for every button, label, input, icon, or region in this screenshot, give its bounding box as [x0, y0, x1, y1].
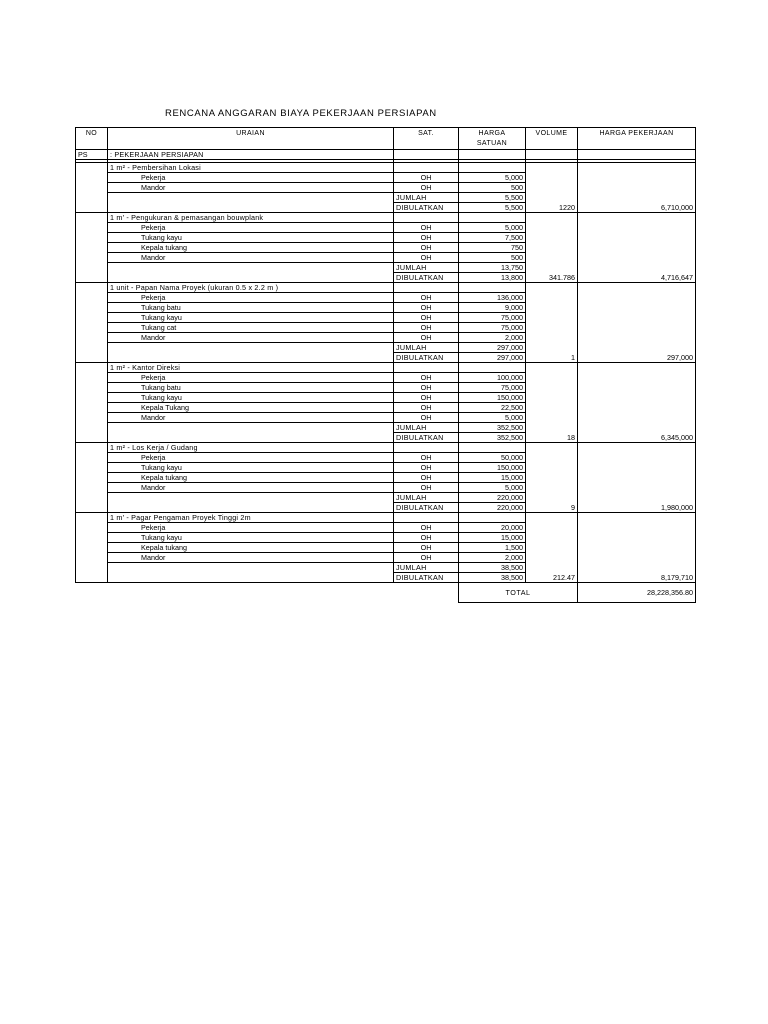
dibulatkan-label: DIBULATKAN: [394, 273, 459, 283]
section-total: 6,345,000: [578, 363, 696, 443]
no-cell: [76, 513, 108, 583]
item-name: Mandor: [108, 483, 394, 493]
dibulatkan-value: 352,500: [459, 433, 526, 443]
budget-table: [75, 127, 696, 603]
section-title-row: [76, 363, 696, 373]
uraian-empty-cell: [108, 193, 394, 213]
header-uraian: URAIAN: [108, 128, 394, 150]
header-harga-line1: HARGA: [459, 128, 526, 140]
jumlah-value: 297,000: [459, 343, 526, 353]
item-name: Kepala tukang: [108, 243, 394, 253]
jumlah-value: 13,750: [459, 263, 526, 273]
blank-cell: [108, 583, 394, 603]
item-name: Tukang cat: [108, 323, 394, 333]
item-sat: OH: [394, 173, 459, 183]
no-cell: [76, 443, 108, 513]
sat-cell: [394, 513, 459, 523]
item-harga: 500: [459, 253, 526, 263]
section-title: 1 m' - Pagar Pengaman Proyek Tinggi 2m: [108, 513, 394, 523]
item-name: Tukang kayu: [108, 233, 394, 243]
item-sat: OH: [394, 533, 459, 543]
jumlah-value: 38,500: [459, 563, 526, 573]
item-harga: 136,000: [459, 293, 526, 303]
item-sat: OH: [394, 553, 459, 563]
category-label: : PEKERJAAN PERSIAPAN: [108, 150, 394, 160]
total-row: [76, 583, 696, 603]
item-harga: 20,000: [459, 523, 526, 533]
section-total: 4,716,647: [578, 213, 696, 283]
section-volume: 9: [526, 443, 578, 513]
item-name: Tukang batu: [108, 383, 394, 393]
section-title-row: [76, 163, 696, 173]
item-harga: 75,000: [459, 383, 526, 393]
header-no: NO: [76, 128, 108, 150]
item-name: Mandor: [108, 413, 394, 423]
item-harga: 750: [459, 243, 526, 253]
item-name: Kepala tukang: [108, 473, 394, 483]
section-volume: 341.786: [526, 213, 578, 283]
item-harga: 75,000: [459, 323, 526, 333]
dibulatkan-value: 220,000: [459, 503, 526, 513]
harga-cell: [459, 213, 526, 223]
uraian-empty-cell: [108, 263, 394, 283]
dibulatkan-label: DIBULATKAN: [394, 353, 459, 363]
harga-cell: [459, 443, 526, 453]
blank-cell: [76, 583, 108, 603]
item-harga: 5,000: [459, 223, 526, 233]
item-sat: OH: [394, 483, 459, 493]
item-harga: 7,500: [459, 233, 526, 243]
item-name: Mandor: [108, 183, 394, 193]
jumlah-label: JUMLAH: [394, 563, 459, 573]
item-name: Pekerja: [108, 223, 394, 233]
category-row: [76, 150, 696, 160]
no-cell: [76, 213, 108, 283]
item-name: Mandor: [108, 253, 394, 263]
section-title-row: [76, 283, 696, 293]
harga-cell: [459, 513, 526, 523]
item-name: Pekerja: [108, 453, 394, 463]
item-name: Pekerja: [108, 293, 394, 303]
item-harga: 15,000: [459, 473, 526, 483]
uraian-empty-cell: [108, 493, 394, 513]
item-sat: OH: [394, 293, 459, 303]
item-harga: 100,000: [459, 373, 526, 383]
blank-cell: [394, 583, 459, 603]
item-harga: 1,500: [459, 543, 526, 553]
sat-cell: [394, 363, 459, 373]
category-cell: [578, 150, 696, 160]
item-name: Mandor: [108, 333, 394, 343]
item-name: Pekerja: [108, 173, 394, 183]
sat-cell: [394, 283, 459, 293]
dibulatkan-value: 297,000: [459, 353, 526, 363]
harga-cell: [459, 283, 526, 293]
item-harga: 22,500: [459, 403, 526, 413]
jumlah-value: 5,500: [459, 193, 526, 203]
section-total: 1,980,000: [578, 443, 696, 513]
item-sat: OH: [394, 463, 459, 473]
section-title: 1 unit - Papan Nama Proyek (ukuran 0.5 x 2.2 m ): [108, 283, 394, 293]
section-total: 297,000: [578, 283, 696, 363]
header-row: [76, 128, 696, 140]
item-harga: 9,000: [459, 303, 526, 313]
category-cell: [394, 150, 459, 160]
item-name: Kepala Tukang: [108, 403, 394, 413]
jumlah-label: JUMLAH: [394, 343, 459, 353]
sat-cell: [394, 213, 459, 223]
header-harga-line2: SATUAN: [459, 139, 526, 150]
item-sat: OH: [394, 183, 459, 193]
dibulatkan-value: 38,500: [459, 573, 526, 583]
category-no: PS: [76, 150, 108, 160]
item-name: Tukang batu: [108, 303, 394, 313]
item-name: Tukang kayu: [108, 533, 394, 543]
item-sat: OH: [394, 473, 459, 483]
grand-total-label: TOTAL: [459, 583, 578, 603]
dibulatkan-value: 5,500: [459, 203, 526, 213]
item-harga: 2,000: [459, 333, 526, 343]
item-sat: OH: [394, 333, 459, 343]
section-title: 1 m² - Pembersihan Lokasi: [108, 163, 394, 173]
item-name: Tukang kayu: [108, 313, 394, 323]
no-cell: [76, 163, 108, 213]
jumlah-label: JUMLAH: [394, 493, 459, 503]
jumlah-label: JUMLAH: [394, 193, 459, 203]
item-sat: OH: [394, 253, 459, 263]
item-name: Tukang kayu: [108, 463, 394, 473]
section-title-row: [76, 213, 696, 223]
section-title: 1 m' - Pengukuran & pemasangan bouwplank: [108, 213, 394, 223]
item-harga: 50,000: [459, 453, 526, 463]
item-name: Pekerja: [108, 373, 394, 383]
item-sat: OH: [394, 383, 459, 393]
section-volume: 1: [526, 283, 578, 363]
dibulatkan-label: DIBULATKAN: [394, 503, 459, 513]
item-harga: 5,000: [459, 173, 526, 183]
jumlah-value: 352,500: [459, 423, 526, 433]
item-sat: OH: [394, 313, 459, 323]
dibulatkan-value: 13,800: [459, 273, 526, 283]
jumlah-label: JUMLAH: [394, 263, 459, 273]
item-harga: 150,000: [459, 463, 526, 473]
uraian-empty-cell: [108, 563, 394, 583]
no-cell: [76, 283, 108, 363]
section-title-row: [76, 513, 696, 523]
section-title-row: [76, 443, 696, 453]
uraian-empty-cell: [108, 423, 394, 443]
item-harga: 75,000: [459, 313, 526, 323]
category-cell: [459, 150, 526, 160]
item-name: Pekerja: [108, 523, 394, 533]
dibulatkan-label: DIBULATKAN: [394, 433, 459, 443]
item-sat: OH: [394, 453, 459, 463]
document-title: RENCANA ANGGARAN BIAYA PEKERJAAN PERSIAPAN: [165, 108, 437, 119]
item-harga: 15,000: [459, 533, 526, 543]
item-sat: OH: [394, 403, 459, 413]
item-name: Kepala tukang: [108, 543, 394, 553]
item-sat: OH: [394, 243, 459, 253]
no-cell: [76, 363, 108, 443]
jumlah-value: 220,000: [459, 493, 526, 503]
item-name: Mandor: [108, 553, 394, 563]
grand-total-value: 28,228,356.80: [578, 583, 696, 603]
section-title: 1 m² - Los Kerja / Gudang: [108, 443, 394, 453]
harga-cell: [459, 363, 526, 373]
item-harga: 5,000: [459, 483, 526, 493]
section-volume: 212.47: [526, 513, 578, 583]
header-volume: VOLUME: [526, 128, 578, 150]
sat-cell: [394, 443, 459, 453]
header-sat: SAT.: [394, 128, 459, 150]
item-sat: OH: [394, 303, 459, 313]
section-volume: 1220: [526, 163, 578, 213]
section-volume: 18: [526, 363, 578, 443]
item-harga: 150,000: [459, 393, 526, 403]
header-harga-pekerjaan: HARGA PEKERJAAN: [578, 128, 696, 150]
section-total: 6,710,000: [578, 163, 696, 213]
category-cell: [526, 150, 578, 160]
jumlah-label: JUMLAH: [394, 423, 459, 433]
item-sat: OH: [394, 413, 459, 423]
section-title: 1 m² - Kantor Direksi: [108, 363, 394, 373]
item-harga: 5,000: [459, 413, 526, 423]
section-total: 8,179,710: [578, 513, 696, 583]
item-harga: 500: [459, 183, 526, 193]
item-sat: OH: [394, 373, 459, 383]
item-sat: OH: [394, 523, 459, 533]
item-sat: OH: [394, 323, 459, 333]
item-sat: OH: [394, 233, 459, 243]
item-harga: 2,000: [459, 553, 526, 563]
item-sat: OH: [394, 543, 459, 553]
harga-cell: [459, 163, 526, 173]
dibulatkan-label: DIBULATKAN: [394, 203, 459, 213]
sat-cell: [394, 163, 459, 173]
item-name: Tukang kayu: [108, 393, 394, 403]
dibulatkan-label: DIBULATKAN: [394, 573, 459, 583]
item-sat: OH: [394, 223, 459, 233]
uraian-empty-cell: [108, 343, 394, 363]
item-sat: OH: [394, 393, 459, 403]
